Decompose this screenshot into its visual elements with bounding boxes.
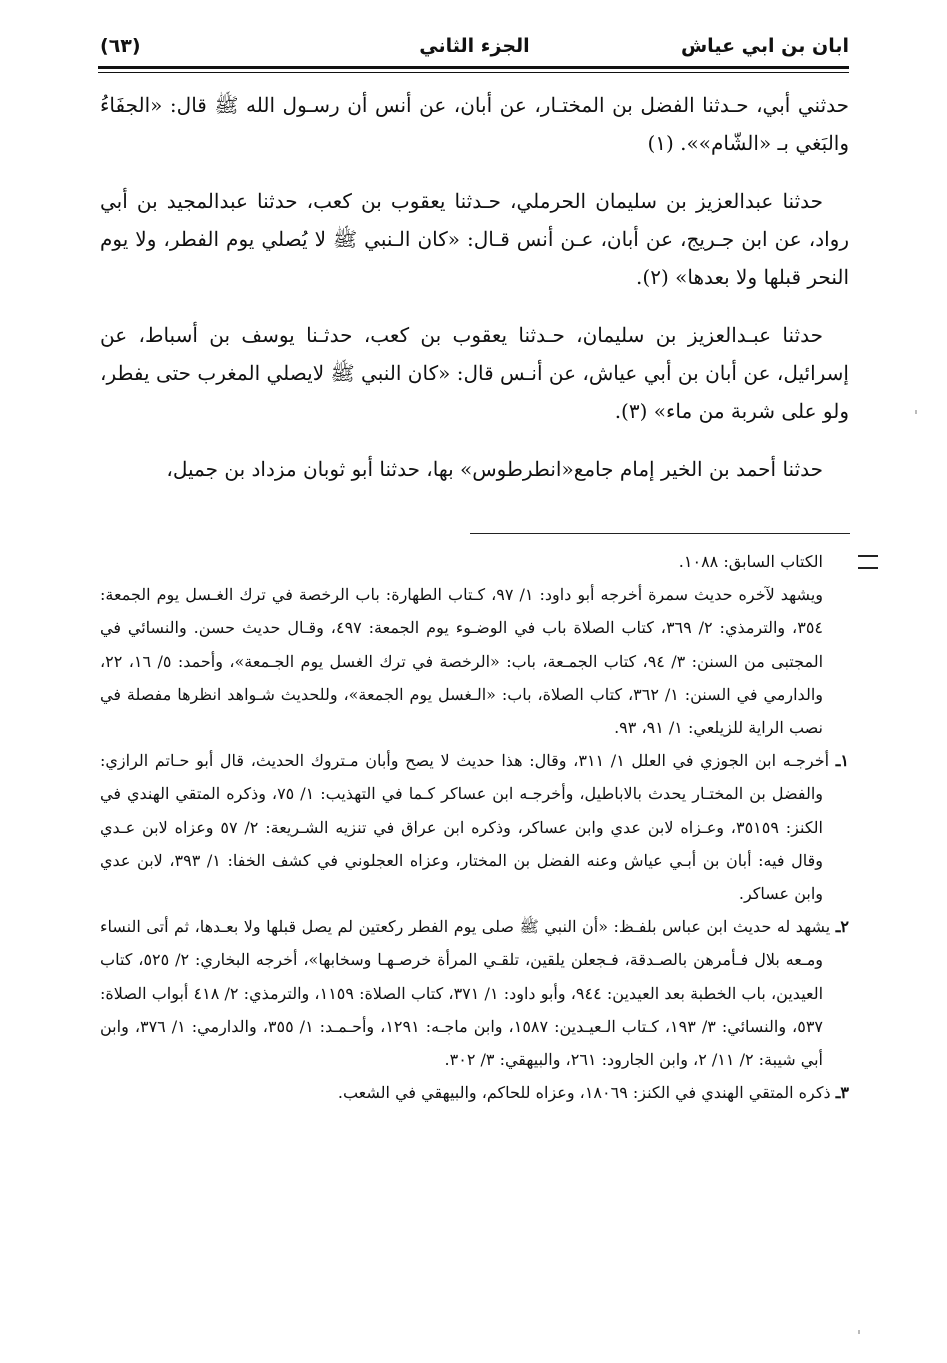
footnote-2	[100, 910, 849, 1076]
header-rule	[98, 66, 849, 73]
continuation-mark	[858, 555, 878, 569]
footnote-number: ١ـ	[835, 751, 849, 771]
book-title: ابان بن ابي عياش	[680, 35, 849, 57]
footnote-continuation: الكتاب السابق: ١٠٨٨.	[678, 552, 823, 571]
section-title: الجزء الثاني	[419, 35, 530, 57]
footnote-3	[100, 1076, 849, 1109]
footnote-text: يشهد له حديث ابن عباس بلفـظ: «أن النبي ﷺ صلى يوم الفطر ركعتين لم يصل قبلها ولا بعـدها، ثم أتى النساء ومـعه بلال فـأمرهن بالصـدقة، فـجعلن يلقين، تلقـي المرأة خرصـهـا وسخابها»، أخرجه البخاري: ٢/ ٥٢٥، كتاب العيدين، باب الخطبة بعد العيدين: ٩٤٤، وأبو داود: ١/ ٣٧١، كتاب الصلاة: ١١٥٩، والترمذي: ٢/ ٤١٨ أبواب الصلاة: ٥٣٧، والنسائي: ٣/ ١٩٣، كـتاب الـعيـدين: ١٥٨٧، وابن ماجـه: ١٢٩١، وأحـمـد: ١/ ٣٥٥، والدارمي: ١/ ٣٧٦، وابن أبي شيبة: ٢/ ١١/ ٢، وابن الجارود: ٢٦١، والبيهقي: ٣/ ٣٠٢.	[100, 917, 831, 1070]
paragraph: حدثنا عبدالعزيز بن سليمان الحرملي، حـدثنا يعقوب بن كعب، حدثنا عبدالمجيد بن أبي رواد، عن ابن جـريج، عن أبان، عـن أنس قـال: «كان الـنبي ﷺ لا يُصلي يوم الفطر، ولا يوم النحر قبلها ولا بعدها» (٢).	[100, 189, 849, 289]
paragraph: حدثني أبي، حـدثنا الفضل بن المختـار، عن أبان، عن أنس أن رسـول الله ﷺ قال: «الجفَاءُ والبَغي بـ «الشّام»». (١)	[100, 93, 849, 155]
scan-speck	[915, 410, 917, 414]
footnote-text: أخرجـه ابن الجوزي في العلل ١/ ٣١١، وقال: هذا حديث لا يصح وأبان مـتروك الحديث، قال أبو حـاتم الرازي: والفضل بن المختـار يحدث بالاباطيل، وأخرجـه ابن عساكر كـما في التهذيب: ١/ ٧٥، وذكره المتقي الهندي في الكنز: ٣٥١٥٩، وعـزاه لابن عدي وابن عساكر، وذكره ابن عراق في تنزيه الشـريعة: ٢/ ٥٧ وعزاه لابن عـدي وقال فيه: أبان بن أبـي عياش وعنه الفضل بن المختار، وعزاه العجلوني في كشف الخفا: ١/ ٣٩٣، لابن عدي وابن عساكر.	[100, 751, 830, 904]
footnote-1	[100, 744, 849, 910]
footnote-continuation: ويشهد لآخره حديث سمرة أخرجه أبو داود: ١/ ٩٧، كـتاب الطهارة: باب الرخصة في ترك الغـسل يوم الجمعة: ٣٥٤، والترمذي: ٢/ ٣٦٩، كتاب الصلاة باب في الوضـوء يوم الجمعة: ٤٩٧، وقـال حديث حسن. والنسائي في المجتبى من السنن: ٣/ ٩٤، كتاب الجمـعة، باب: «الرخصة في ترك الغسل يوم الجـمعة»، وأحمد: ٥/ ١٦، ٢٢، والدارمي في السنن: ١/ ٣٦٢، كتاب الصلاة، باب: «الـغسل يوم الجمعة»، وللحديث شـواهد انظرها مفصلة في نصب الراية للزيلعي: ١/ ٩١، ٩٣.	[100, 585, 824, 738]
footnote-text: ذكره المتقي الهندي في الكنز: ١٨٠٦٩، وعزاه للحاكم، والبيهقي في الشعب.	[337, 1083, 831, 1103]
paragraph: حدثنا عبـدالعزيز بن سليمان، حـدثنا يعقوب بن كعب، حدثـنا يوسف بن أسباط، عن إسرائيل، عن أبان بن أبي عياش، عن أنـس قال: «كان النبي ﷺ لايصلي المغرب حتى يفطر، ولو على شربة من ماء» (٣).	[100, 323, 849, 423]
footnote-number: ٣ـ	[835, 1083, 849, 1103]
main-text	[100, 86, 849, 488]
footnotes	[100, 545, 849, 1109]
page-number: (٦٣)	[100, 35, 141, 57]
paragraph: حدثنا أحمد بن الخير إمام جامع«انطرطوس» بها، حدثنا أبو ثوبان مزداد بن جميل،	[166, 457, 823, 481]
footnote-number: ٢ـ	[835, 917, 850, 937]
scan-speck	[858, 1330, 860, 1334]
running-header	[100, 28, 849, 64]
footnote-separator	[470, 533, 850, 534]
